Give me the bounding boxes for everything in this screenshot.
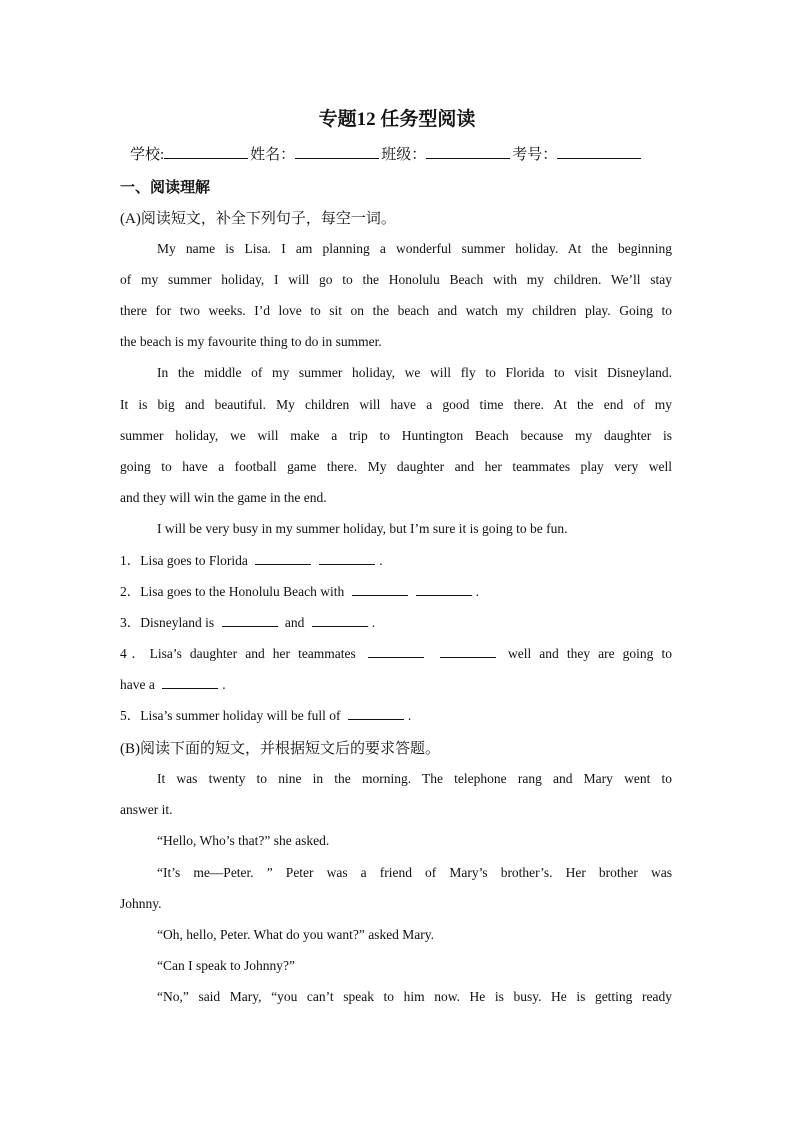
question-1-text: 1．Lisa goes to Florida bbox=[120, 553, 248, 568]
part-b-instruction: (B)阅读下面的短文，并根据短文后的要求答题。 bbox=[120, 741, 440, 757]
question-end: . bbox=[407, 708, 412, 723]
passage-b-line: “Can I speak to Johnny?” bbox=[157, 958, 295, 973]
passage-a-line: My name is Lisa. I am planning a wonderful summer holiday. At the beginning bbox=[157, 241, 672, 256]
page-title: 专题12 任务型阅读 bbox=[318, 109, 476, 130]
answer-blank[interactable] bbox=[352, 583, 408, 596]
passage-b-line: It was twenty to nine in the morning. The telephone rang and Mary went to bbox=[157, 771, 672, 786]
question-4-line-2 bbox=[120, 676, 672, 694]
question-2 bbox=[120, 583, 672, 601]
question-5 bbox=[120, 707, 672, 725]
question-end: . bbox=[371, 615, 376, 630]
passage-a-line: the beach is my favourite thing to do in summer. bbox=[120, 334, 382, 349]
school-blank[interactable] bbox=[164, 144, 248, 159]
passage-b-line: Johnny. bbox=[120, 896, 162, 911]
class-label: 班级： bbox=[381, 147, 427, 163]
part-a-instruction: (A)阅读短文，补全下列句子，每空一词。 bbox=[120, 211, 396, 227]
answer-blank[interactable] bbox=[255, 552, 311, 565]
question-5-text: 5．Lisa’s summer holiday will be full of bbox=[120, 708, 341, 723]
passage-b-line: “Hello, Who’s that?” she asked. bbox=[157, 833, 330, 848]
passage-a-line: It is big and beautiful. My children will have a good time there. At the end of my bbox=[120, 397, 672, 412]
question-4-text-cont: well and they are going to bbox=[507, 646, 672, 661]
exam-number-label: 考号： bbox=[512, 147, 558, 163]
question-end: . bbox=[379, 553, 383, 568]
section-heading: 一、阅读理解 bbox=[120, 180, 211, 196]
question-4-text: 4．Lisa’s daughter and her teammates bbox=[120, 646, 356, 661]
passage-a-line: In the middle of my summer holiday, we will fly to Florida to visit Disneyland. bbox=[157, 365, 672, 380]
passage-a-line: summer holiday, we will make a trip to Huntington Beach because my daughter is bbox=[120, 428, 672, 443]
answer-blank[interactable] bbox=[368, 645, 424, 658]
answer-blank[interactable] bbox=[222, 614, 278, 627]
passage-a-line: going to have a football game there. My daughter and her teammates play very well bbox=[120, 459, 672, 474]
answer-blank[interactable] bbox=[162, 676, 218, 689]
question-3 bbox=[120, 614, 672, 632]
passage-a-line: there for two weeks. I’d love to sit on the beach and watch my children play. Going to bbox=[120, 303, 672, 318]
class-blank[interactable] bbox=[426, 144, 510, 159]
question-end: . bbox=[222, 677, 226, 692]
exam-number-blank[interactable] bbox=[557, 144, 641, 159]
school-label: 学校: bbox=[130, 147, 165, 163]
name-blank[interactable] bbox=[295, 144, 379, 159]
answer-blank[interactable] bbox=[348, 707, 404, 720]
question-3-text: 3．Disneyland is bbox=[120, 615, 215, 630]
question-2-text: 2．Lisa goes to the Honolulu Beach with bbox=[120, 584, 345, 599]
question-1 bbox=[120, 552, 672, 570]
name-label: 姓名： bbox=[250, 147, 296, 163]
passage-b-line: “No,” said Mary, “you can’t speak to him now. He is busy. He is getting ready bbox=[157, 989, 672, 1004]
answer-blank[interactable] bbox=[416, 583, 472, 596]
question-end: . bbox=[475, 584, 479, 599]
question-4 bbox=[120, 645, 672, 663]
passage-b-line: answer it. bbox=[120, 802, 173, 817]
answer-blank[interactable] bbox=[312, 614, 368, 627]
question-3-and: and bbox=[284, 615, 305, 630]
answer-blank[interactable] bbox=[319, 552, 375, 565]
question-4-text-end: have a bbox=[120, 677, 155, 692]
passage-b-line: “Oh, hello, Peter. What do you want?” asked Mary. bbox=[157, 927, 435, 942]
student-info-row bbox=[130, 143, 643, 164]
answer-blank[interactable] bbox=[440, 645, 496, 658]
passage-b-line: “It’s me—Peter. ” Peter was a friend of Mary’s brother’s. Her brother was bbox=[157, 865, 672, 880]
passage-a-line: I will be very busy in my summer holiday, but I’m sure it is going to be fun. bbox=[157, 521, 568, 536]
passage-a-line: and they will win the game in the end. bbox=[120, 490, 327, 505]
passage-a-line: of my summer holiday, I will go to the Honolulu Beach with my children. We’ll stay bbox=[120, 272, 672, 287]
